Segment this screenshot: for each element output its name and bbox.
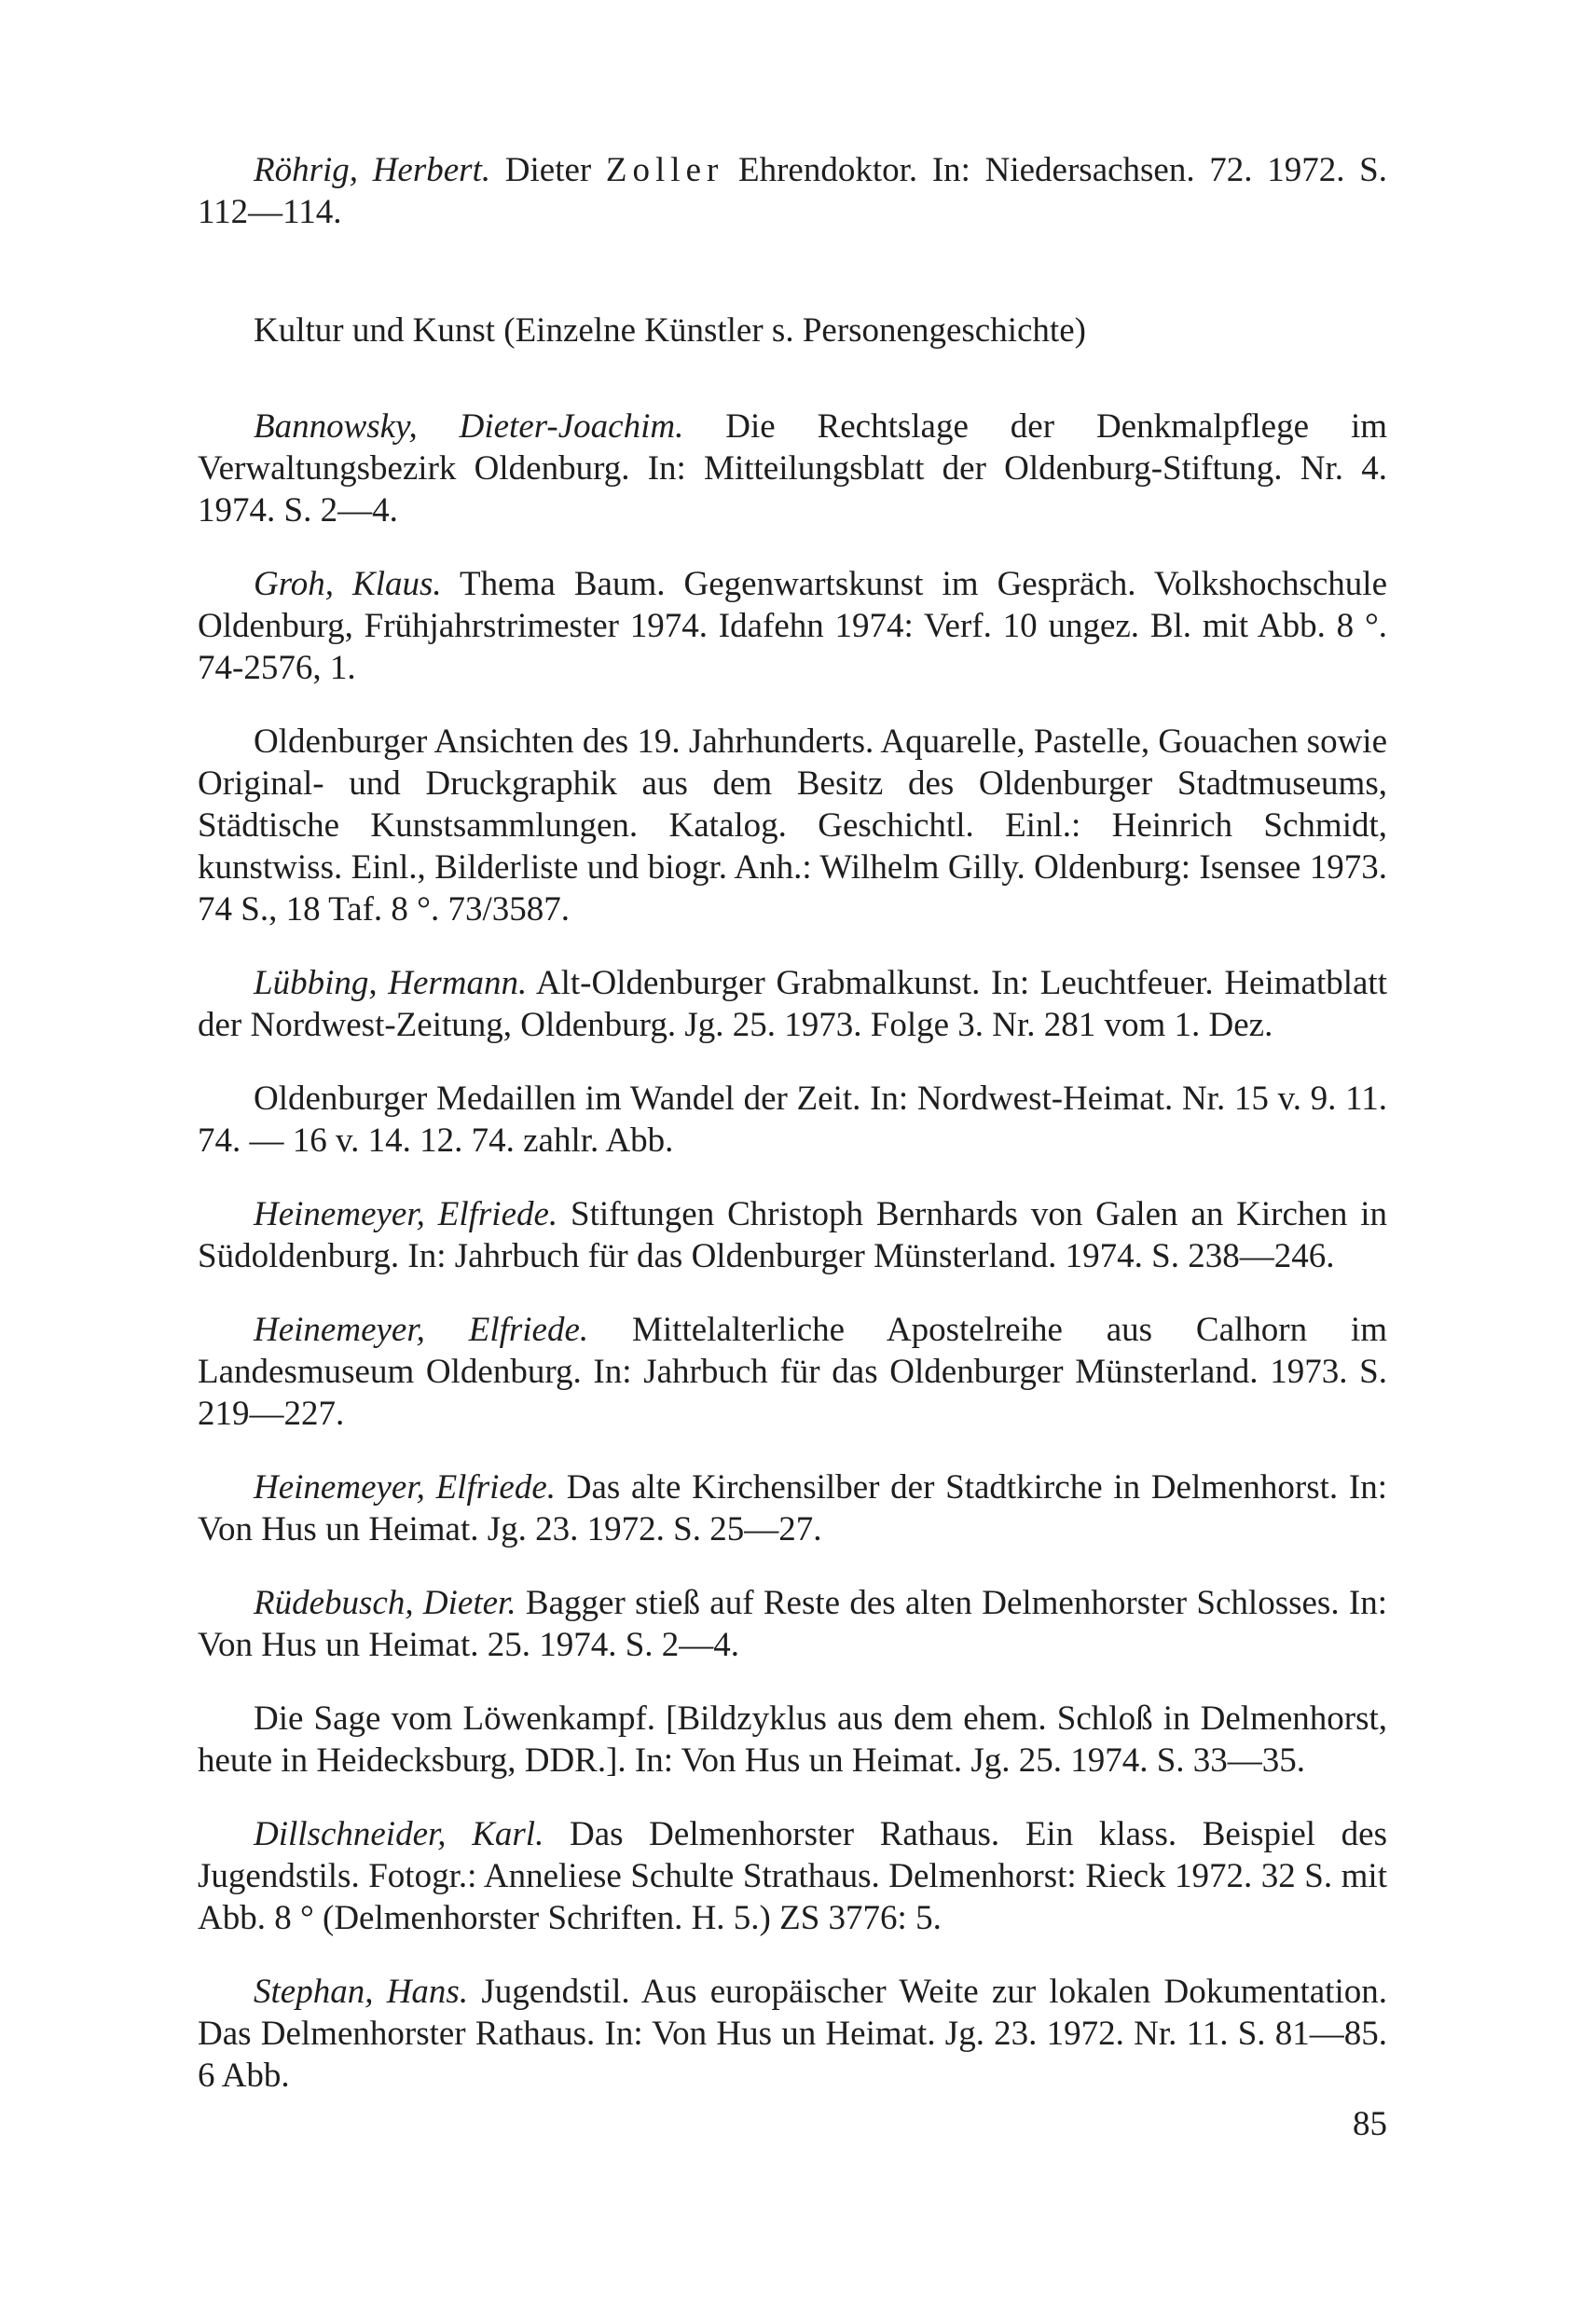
entry-text: Das Delmenhorster Rathaus. Ein klass. Beispiel des Jugendstils. Fotogr.: Anneliese Schulte Strathaus. Delmenhorst: Rieck 1972. 32 S. mit Abb. 8 ° (Delmenhorster Schriften. H. 5.) ZS 3776: 5. (198, 1815, 1387, 1937)
entry-text: Alt-Oldenburger Grabmalkunst. In: Leuchtfeuer. Heimatblatt der Nordwest-Zeitung, Oldenburg. Jg. 25. 1973. Folge 3. Nr. 281 vom 1. Dez. (198, 964, 1387, 1044)
entry-author: Stephan, Hans. (254, 1973, 469, 2011)
bibliography-entry (198, 721, 1387, 930)
entry-author: Heinemeyer, Elfriede. (254, 1311, 589, 1349)
entry-author: Groh, Klaus. (254, 565, 442, 603)
bibliography-entry (198, 1078, 1387, 1162)
entry-text: Die Rechtslage der Denkmalpflege im Verwaltungsbezirk Oldenburg. In: Mitteilungsblatt der Oldenburg-Stiftung. Nr. 4. 1974. S. 2—4. (198, 407, 1387, 530)
bibliography-entry (198, 1582, 1387, 1666)
bibliography-entry (198, 406, 1387, 531)
entry-author: Heinemeyer, Elfriede. (254, 1468, 557, 1507)
entry-text: Oldenburger Medaillen im Wandel der Zeit. In: Nordwest-Heimat. Nr. 15 v. 9. 11. 74. — 16 v. 14. 12. 74. zahlr. Abb. (198, 1080, 1387, 1160)
entry-text-spaced: Zoller (605, 151, 724, 189)
entry-text: Jugendstil. Aus europäischer Weite zur lokalen Dokumentation. Das Delmenhorster Rathaus. In: Von Hus un Heimat. Jg. 23. 1972. Nr. 11. S. 81—85. 6 Abb. (198, 1973, 1387, 2095)
bibliography-page (198, 149, 1387, 2128)
bibliography-entry (198, 1813, 1387, 1939)
entry-text: Stiftungen Christoph Bernhards von Galen an Kirchen in Südoldenburg. In: Jahrbuch für das Oldenburger Münsterland. 1974. S. 238—246. (198, 1195, 1387, 1275)
bibliography-entry (198, 1309, 1387, 1435)
entry-text: Die Sage vom Löwenkampf. [Bildzyklus aus dem ehem. Schloß in Delmenhorst, heute in Heidecksburg, DDR.]. In: Von Hus un Heimat. Jg. 25. 1974. S. 33—35. (198, 1700, 1387, 1780)
entry-text-post: Ehrendoktor. In: Niedersachsen. 72. 1972. S. 112—114. (198, 151, 1387, 231)
entry-author: Bannowsky, Dieter-Joachim. (254, 407, 684, 446)
entry-author: Lübbing, Hermann. (254, 964, 528, 1002)
bibliography-entry (198, 1466, 1387, 1550)
section-heading: Kultur und Kunst (Einzelne Künstler s. Personengeschichte) (254, 311, 1086, 350)
entry-author: Dillschneider, Karl. (254, 1815, 544, 1853)
entry-text: Thema Baum. Gegenwartskunst im Gespräch. Volkshochschule Oldenburg, Frühjahrstrimester 1974. Idafehn 1974: Verf. 10 ungez. Bl. mit Abb. 8 °. 74-2576, 1. (198, 565, 1388, 687)
entry-text-pre: Dieter (490, 151, 606, 189)
bibliography-entry (198, 1193, 1387, 1277)
bibliography-entry (198, 563, 1387, 689)
entry-author: Röhrig, Herbert. (254, 151, 491, 189)
page-number: 85 (1353, 2105, 1387, 2143)
entry-author: Heinemeyer, Elfriede. (254, 1195, 558, 1233)
entry-text: Mittelalterliche Apostelreihe aus Calhorn im Landesmuseum Oldenburg. In: Jahrbuch für das Oldenburger Münsterland. 1973. S. 219—227. (198, 1311, 1387, 1433)
entry-author: Rüdebusch, Dieter. (254, 1584, 516, 1622)
entry-text: Bagger stieß auf Reste des alten Delmenhorster Schlosses. In: Von Hus un Heimat. 25. 1974. S. 2—4. (198, 1584, 1387, 1664)
bibliography-entry (198, 1698, 1387, 1782)
bibliography-entry (198, 149, 1387, 233)
bibliography-entry (198, 962, 1387, 1046)
entry-text: Oldenburger Ansichten des 19. Jahrhunderts. Aquarelle, Pastelle, Gouachen sowie Original- und Druckgraphik aus dem Besitz des Oldenburger Stadtmuseums, Städtische Kunstsammlungen. Katalog. Geschichtl. Einl.: Heinrich Schmidt, kunstwiss. Einl., Bilderliste und biogr. Anh.: Wilhelm Gilly. Oldenburg: Isensee 1973. 74 S., 18 Taf. 8 °. 73/3587. (198, 722, 1387, 929)
entry-text: Das alte Kirchensilber der Stadtkirche in Delmenhorst. In: Von Hus un Heimat. Jg. 23. 1972. S. 25—27. (198, 1468, 1387, 1548)
bibliography-entry (198, 1971, 1387, 2097)
